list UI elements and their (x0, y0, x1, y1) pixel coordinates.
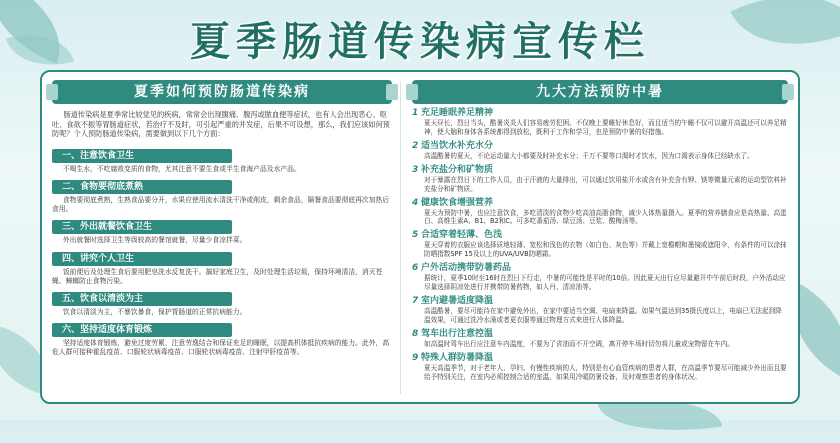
tip-item (412, 197, 788, 227)
tip-item (412, 229, 788, 259)
tip-title: 特殊人群防暑降温 (421, 352, 494, 363)
tip-number: 2 (412, 140, 419, 151)
tip-body: 夏天高温季节，对于老年人、孕妇、有慢性疾病的人，特别是有心血管疾病的患者人群，在高温季节要尽可能减少外出而且要给予特别关注，在室内必须控制合适的室温，如果用冷暖防暑设备，及时观察患者的身体状况。 (424, 363, 787, 381)
section (52, 143, 392, 174)
tip-title: 驾车出行注意控温 (421, 328, 494, 339)
page-title: 夏季肠道传染病宣传栏 (190, 19, 650, 65)
right-column (412, 80, 788, 382)
tip-body: 高温酷暑，要尽可能待在家中避免外出，在家中要适当空调、电扇来降温。如果气温达到35摄氏度以上，电扇已无法起到降温效果，可通过洗冷水澡或者更衣服等通过物理方式来进行人体降温。 (424, 306, 782, 324)
tip-item (412, 352, 788, 382)
tip-number: 8 (412, 328, 419, 339)
tip-body: 夏天穿着的衣服应该选择质地轻薄、宽松和浅色的衣物（如白色、灰色等）并戴上宽檐帽和墨镜或遮阳伞，有条件的可以涂抹防晒指数SPF 15及以上的UVA/UVB防晒霜。 (424, 241, 787, 259)
section-body: 外出就餐时选择卫生等级较高的餐馆就餐，尽量少食凉拌菜。 (62, 236, 247, 245)
tip-body: 夏天为预防中暑，也应注意饮食，多吃清淡的食物少吃高油高脂食物，减少人体热量摄入。夏季的营养膳食应是高热量、高蛋白、高维生素A、B1、B2和C。可多吃番茄汤、绿豆汤、豆浆、酸梅汤等。 (424, 208, 787, 226)
tip-item (412, 140, 788, 161)
tip-body: 如高温时驾车出行应注意车内温度，不要为了省油而不开空调，离开停车场时切勿将儿童或宠物留在车内。 (424, 339, 734, 348)
section (52, 317, 392, 357)
tip-number: 6 (412, 263, 419, 274)
tip-title: 户外活动携带防暑药品 (421, 263, 512, 274)
section (52, 214, 392, 245)
content-board (40, 70, 800, 404)
tip-title: 充足睡眠养足精神 (421, 108, 494, 118)
section-title: 一、注意饮食卫生 (52, 149, 232, 163)
left-column (52, 80, 392, 358)
tip-number: 1 (412, 108, 419, 118)
tip-number: 4 (412, 197, 419, 208)
section-body: 饮食以清淡为主，不暴饮暴食，保护胃肠道的正常抗病能力。 (62, 308, 247, 316)
tip-title: 室内避暑适度降温 (421, 295, 494, 306)
section-title: 三、外出就餐饮食卫生 (52, 220, 232, 234)
tip-number: 3 (412, 164, 419, 175)
tip-title: 适当饮水补充水分 (421, 140, 494, 151)
section-title: 二、食物要彻底煮熟 (52, 180, 232, 194)
tip-body: 对于暴露在烈日下的工作人员，由于汗液的大量排出，可以通过饮用盐开水或含有补充含有钾、镁等微量元素的运动型饮料补充盐分和矿物质。 (424, 175, 787, 193)
tip-title: 健康饮食增强营养 (421, 197, 494, 208)
tip-body: 据统计，夏季10时至16时在烈日下行走，中暑的可能性是平时的10倍。因此夏天出行应尽量避开中午前后时段，户外活动应尽量选择阴凉处进行并携带防暑药物，如人丹、清凉油等。 (424, 274, 786, 292)
section-title: 四、讲究个人卫生 (52, 252, 232, 266)
tip-title: 合适穿着轻薄、色浅 (421, 230, 503, 241)
section-body: 食物要彻底煮熟，生熟食品要分开，水果应使用流水清洗干净或削皮，剩余食品，隔餐食品要彻底再次加热后食用。 (52, 195, 390, 214)
tip-body: 夏天昼长，烈日当头，酷暑炎炎人们容易疲劳犯困。不仅晚上要睡好休息好，而且适当的午睡不仅可以避开高温还可以养足精神，使大脑和身体各系统都得到放松，既利于工作和学习，也是预防中暑的好措施。 (424, 119, 787, 136)
tip-title: 补充盐分和矿物质 (421, 164, 494, 175)
tip-body: 高温酷暑的夏天，不论运动量大小都要及时补充水分；千万不要等口渴时才饮水，因为口渴表示身体已经缺水了。 (424, 151, 754, 160)
section (52, 286, 392, 317)
section-body: 不喝生水，不吃腐败变质的食物，尤其注意不要生食或半生食海产品及水产品。 (62, 164, 301, 173)
tip-item (412, 262, 788, 292)
tip-number: 7 (412, 295, 419, 306)
tip-number: 9 (412, 352, 419, 363)
tip-item (412, 107, 788, 137)
section-title: 五、饮食以清淡为主 (52, 292, 232, 306)
section (52, 246, 392, 286)
tip-item (412, 295, 788, 325)
section-title: 六、坚持适度体育锻炼 (52, 323, 232, 337)
intro-text: 肠道传染病是夏季常比较觉见的疾病，常常会出现腹痛、腹泻或脓血便等症状，也有人会出现恶心、呕吐、食欲不振等胃肠道症状，若治疗不及时，可引起严重的并发症，后果不可设想，那么，我们应该如何预防呢？个人预防肠道传染病，需要做到以下几个方面： (52, 110, 390, 139)
left-header: 夏季如何预防肠道传染病 (52, 80, 392, 104)
tip-number: 5 (412, 230, 419, 241)
column-divider (400, 82, 401, 394)
section (52, 174, 392, 214)
right-header: 九大方法预防中暑 (412, 80, 788, 104)
tip-item (412, 328, 788, 349)
tip-item (412, 164, 788, 194)
section-body: 坚持适度体育锻炼，避免过度劳累，注意劳逸结合和保证充足的睡眠，以提高机体抵抗疾病的能力。此外，高危人群可接种霍乱疫苗、口服轮状病毒疫苗、口服轮状病毒疫苗、注射甲肝疫苗等。 (52, 339, 390, 357)
section-body: 饭前便后及处理生食后要用肥皂洗水反复洗干。搞好家庭卫生，及时处理生活垃圾，保持环境清洁，消灭苍蝇、蟑螂防止食物污染。 (52, 267, 383, 285)
